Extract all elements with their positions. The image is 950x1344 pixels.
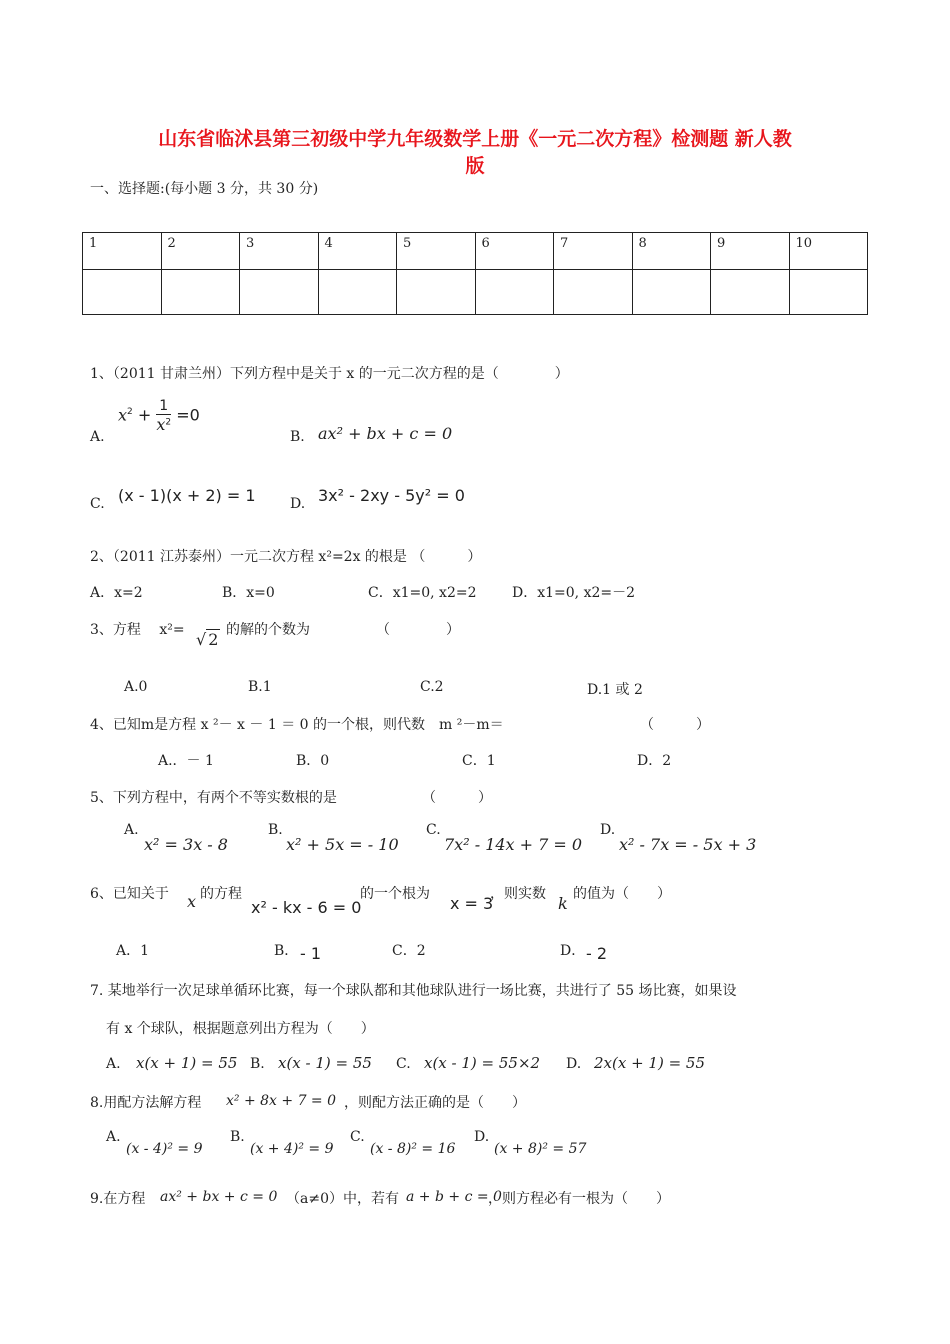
q8-option-d: (x + 8)² = 57 (494, 1141, 587, 1157)
q1-option-c-label: C. (90, 496, 105, 512)
q1-option-d: 3x² - 2xy - 5y² = 0 (318, 486, 465, 505)
title-line-1: 山东省临沭县第三初级中学九年级数学上册《一元二次方程》检测题 新人教 (158, 128, 792, 150)
q3-stem-a: 3、方程 x²= (90, 622, 185, 638)
answer-col-header: 6 (475, 233, 554, 270)
q6-stem-5: 的值为（ ） (573, 886, 671, 902)
q9-stem-a: 9.在方程 (90, 1191, 146, 1207)
q7-option-b-label: B. (250, 1056, 265, 1072)
q5-option-d: x² - 7x = - 5x + 3 (619, 835, 757, 854)
q1-option-a: $x^2$ + $\frac{1}{x^2}$ =0 (118, 398, 200, 434)
q1-a-rhs: =0 (176, 405, 200, 425)
q1-a-fraction: $\frac{1}{x^2}$ (156, 398, 172, 434)
q9-equation: ax² + bx + c = 0 (160, 1189, 278, 1205)
answer-cell[interactable] (240, 270, 319, 315)
answer-col-header: 4 (318, 233, 397, 270)
q3-stem-b: 的解的个数为 (226, 622, 310, 638)
q1-option-d-label: D. (290, 496, 306, 512)
q7-option-a-label: A. (106, 1056, 121, 1072)
q3-option-c: C.2 (420, 679, 444, 695)
q3-option-d: D.1 或 2 (587, 682, 643, 698)
q7-option-a: x(x + 1) = 55 (136, 1054, 238, 1072)
answer-cell[interactable] (711, 270, 790, 315)
q1-option-b-label: B. (290, 429, 305, 445)
answer-cell[interactable] (83, 270, 162, 315)
answer-col-header: 5 (397, 233, 476, 270)
q4-paren: （ ） (640, 717, 710, 733)
answer-table (82, 232, 868, 315)
answer-col-header: 7 (554, 233, 633, 270)
q6-var-x: x (187, 892, 197, 911)
answer-cell[interactable] (789, 270, 868, 315)
q6-var-k: k (558, 894, 568, 913)
q8-option-d-label: D. (474, 1129, 490, 1145)
q8-option-c-label: C. (350, 1129, 365, 1145)
answer-col-header: 10 (789, 233, 868, 270)
q7-line-2: 有 x 个球队，根据题意列出方程为（ ） (106, 1021, 375, 1037)
q5-option-a-label: A. (124, 822, 139, 838)
q3-option-a: A.0 (124, 679, 148, 695)
q7-option-d: 2x(x + 1) = 55 (594, 1054, 706, 1072)
q2-option-c: C．x1=0, x2=2 (368, 585, 477, 601)
q5-option-c: 7x² - 14x + 7 = 0 (444, 835, 583, 854)
q1-option-a-label: A. (90, 429, 105, 445)
q4-option-a: A.．－ 1 (158, 753, 214, 769)
q6-option-b: - 1 (300, 944, 322, 963)
q2-option-a: A．x=2 (90, 585, 143, 601)
q5-option-b-label: B. (268, 822, 283, 838)
q3-option-b: B.1 (248, 679, 272, 695)
q3-sqrt: √ 2 (196, 630, 219, 649)
q8-option-b-label: B. (230, 1129, 245, 1145)
answer-col-header: 2 (161, 233, 240, 270)
q8-stem-b: ，则配方法正确的是（ ） (344, 1095, 526, 1111)
section-heading: 一、选择题:(每小题 3 分，共 30 分) (90, 181, 319, 197)
q1-option-b: ax² + bx + c = 0 (318, 424, 453, 443)
answer-col-header: 8 (632, 233, 711, 270)
q4-stem: 4、已知m是方程 x ²－ x － 1 ＝ 0 的一个根，则代数 m ²－m＝ (90, 717, 504, 733)
q8-option-c: (x - 8)² = 16 (370, 1141, 456, 1157)
q6-option-c: C．2 (392, 943, 426, 959)
q5-option-d-label: D. (600, 822, 616, 838)
q8-option-a: (x - 4)² = 9 (126, 1141, 203, 1157)
q6-stem-3: 的一个根为 (360, 886, 430, 902)
q1-stem: 1、（2011 甘肃兰州）下列方程中是关于 x 的一元二次方程的是（ ） (90, 366, 569, 382)
q8-option-a-label: A. (106, 1129, 121, 1145)
q3-paren: （ ） (376, 622, 460, 638)
q7-line-1: 7. 某地举行一次足球单循环比赛，每一个球队都和其他球队进行一场比赛，共进行了 55 场比赛，如果设 (90, 983, 737, 999)
q9-equation-2: a + b + c = 0 (406, 1189, 502, 1205)
q5-option-b: x² + 5x = - 10 (286, 835, 399, 854)
q4-option-c: C．1 (462, 753, 496, 769)
q5-paren: （ ） (422, 790, 492, 806)
q6-option-d-label: D． (560, 943, 586, 959)
q6-stem-4: ，则实数 (490, 886, 546, 902)
q1-a-lhs: x (118, 405, 128, 425)
q6-option-d: - 2 (586, 944, 608, 963)
q6-stem-1: 6、已知关于 (90, 886, 169, 902)
q7-option-c: x(x - 1) = 55×2 (424, 1054, 541, 1072)
q5-option-a: x² = 3x - 8 (144, 835, 228, 854)
q7-option-c-label: C. (396, 1056, 411, 1072)
q5-option-c-label: C. (426, 822, 441, 838)
q6-stem-2: 的方程 (200, 886, 242, 902)
answer-cell[interactable] (475, 270, 554, 315)
q2-stem: 2、（2011 江苏泰州）一元二次方程 x²=2x 的根是 （ ） (90, 549, 482, 565)
answer-cell[interactable] (318, 270, 397, 315)
q8-stem-a: 8.用配方法解方程 (90, 1095, 202, 1111)
q6-option-a: A．1 (116, 943, 150, 959)
answer-cell[interactable] (397, 270, 476, 315)
q7-option-d-label: D. (566, 1056, 582, 1072)
answer-col-header: 1 (83, 233, 162, 270)
q2-option-d: D．x1=0, x2=－2 (512, 585, 636, 601)
q4-option-b: B．0 (296, 753, 330, 769)
q6-root: x = 3 (450, 894, 494, 913)
q9-condition: （a≠0）中，若有 (286, 1191, 399, 1207)
answer-col-header: 3 (240, 233, 319, 270)
q2-option-b: B．x=0 (222, 585, 275, 601)
q6-equation: x² - kx - 6 = 0 (251, 898, 362, 917)
q6-option-b-label: B． (274, 943, 299, 959)
answer-cell[interactable] (632, 270, 711, 315)
q4-option-d: D．2 (637, 753, 672, 769)
q7-option-b: x(x - 1) = 55 (278, 1054, 372, 1072)
answer-cell[interactable] (161, 270, 240, 315)
q1-option-c: (x - 1)(x + 2) = 1 (118, 486, 256, 505)
q9-stem-b: ，则方程必有一根为（ ） (488, 1191, 670, 1207)
q8-equation: x² + 8x + 7 = 0 (226, 1093, 337, 1109)
answer-col-header: 9 (711, 233, 790, 270)
q8-option-b: (x + 4)² = 9 (250, 1141, 334, 1157)
q5-stem: 5、下列方程中，有两个不等实数根的是 (90, 790, 337, 806)
answer-cell[interactable] (554, 270, 633, 315)
title-line-2: 版 (465, 155, 485, 177)
